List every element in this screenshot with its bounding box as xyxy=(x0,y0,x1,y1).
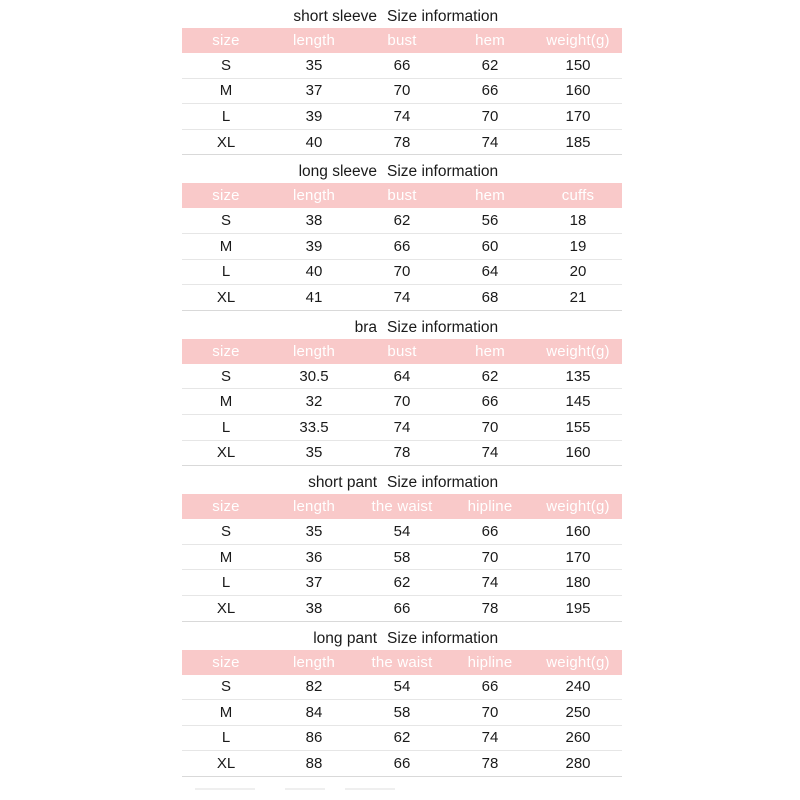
table-cell: 74 xyxy=(393,288,411,306)
table-cell: 30.5 xyxy=(299,367,329,385)
table-cell: 150 xyxy=(565,56,591,74)
table-cell: 74 xyxy=(481,574,499,592)
table-cell: XL xyxy=(216,133,236,151)
table-cell: 64 xyxy=(481,263,499,281)
table-cell: 185 xyxy=(565,133,591,151)
table-cell: 62 xyxy=(393,212,411,230)
table-cell: 74 xyxy=(481,133,499,151)
table-cell: 21 xyxy=(569,288,587,306)
table-row xyxy=(182,519,622,545)
table-cell: L xyxy=(221,418,231,436)
column-header: hem xyxy=(475,187,505,205)
column-header: length xyxy=(292,32,336,49)
table-cell: 40 xyxy=(305,263,323,281)
size-table-short-pant xyxy=(182,466,622,621)
table-cell: 66 xyxy=(481,522,499,540)
table-cell: 160 xyxy=(565,82,591,100)
table-cell: 37 xyxy=(305,82,323,100)
table-cell: 68 xyxy=(481,288,499,306)
table-title xyxy=(182,0,622,28)
table-cell: 32 xyxy=(305,393,323,411)
table-cell: 78 xyxy=(393,133,411,151)
table-cell: 41 xyxy=(305,288,323,306)
size-table-short-sleeve xyxy=(182,0,622,155)
table-cell: M xyxy=(219,237,233,255)
table-cell: 180 xyxy=(565,574,591,592)
table-cell: 66 xyxy=(393,755,411,773)
table-cell: 88 xyxy=(305,755,323,773)
garment-name: short pant xyxy=(308,474,377,492)
table-cell: 135 xyxy=(565,367,591,385)
table-cell: 74 xyxy=(481,729,499,747)
size-table-long-pant xyxy=(182,622,622,777)
table-cell: 62 xyxy=(393,574,411,592)
table-row xyxy=(182,130,622,156)
table-cell: 20 xyxy=(569,263,587,281)
column-header: the waist xyxy=(371,498,433,516)
table-title xyxy=(182,466,622,494)
table-row xyxy=(182,570,622,596)
column-header: weight(g) xyxy=(546,32,610,49)
column-header: hem xyxy=(475,342,505,360)
size-chart-sheet xyxy=(182,0,622,777)
table-cell: 35 xyxy=(305,56,323,74)
table-cell: 66 xyxy=(393,599,411,617)
column-header: size xyxy=(212,32,240,49)
column-header: cuffs xyxy=(561,187,595,205)
table-cell: M xyxy=(219,393,233,411)
table-cell: 35 xyxy=(305,522,323,540)
table-cell: 70 xyxy=(393,393,411,411)
column-header: hipline xyxy=(467,653,513,671)
table-cell: 70 xyxy=(393,82,411,100)
table-cell: 170 xyxy=(565,548,591,566)
table-cell: 64 xyxy=(393,367,411,385)
table-cell: L xyxy=(221,263,231,281)
table-cell: 280 xyxy=(565,755,591,773)
column-header: length xyxy=(292,342,336,360)
table-row xyxy=(182,700,622,726)
size-information-label: Size information xyxy=(387,163,499,181)
table-cell: 170 xyxy=(565,107,591,125)
column-header: bust xyxy=(387,342,417,360)
garment-name: long sleeve xyxy=(298,163,377,181)
table-cell: XL xyxy=(216,444,236,462)
table-header-row xyxy=(182,650,622,675)
column-header: hipline xyxy=(467,498,513,516)
table-cell: 62 xyxy=(481,56,499,74)
table-cell: 260 xyxy=(565,729,591,747)
table-cell: 74 xyxy=(481,444,499,462)
size-table-bra xyxy=(182,311,622,466)
table-cell: 195 xyxy=(565,599,591,617)
table-cell: 78 xyxy=(481,599,499,617)
table-cell: 74 xyxy=(393,418,411,436)
table-row xyxy=(182,53,622,79)
table-cell: 78 xyxy=(393,444,411,462)
table-cell: 58 xyxy=(393,548,411,566)
table-cell: 78 xyxy=(481,755,499,773)
size-information-label: Size information xyxy=(387,474,499,492)
size-information-label: Size information xyxy=(387,629,499,647)
table-cell: 145 xyxy=(565,393,591,411)
table-cell: 58 xyxy=(393,703,411,721)
table-cell: M xyxy=(219,82,233,100)
table-row xyxy=(182,415,622,441)
table-title xyxy=(182,622,622,650)
table-cell: 54 xyxy=(393,678,411,696)
table-row xyxy=(182,285,622,311)
table-row xyxy=(182,104,622,130)
size-table-long-sleeve xyxy=(182,155,622,310)
table-cell: 160 xyxy=(565,444,591,462)
table-cell: 82 xyxy=(305,678,323,696)
table-cell: M xyxy=(219,548,233,566)
table-cell: L xyxy=(221,107,231,125)
column-header: weight(g) xyxy=(546,653,610,671)
table-cell: 70 xyxy=(481,418,499,436)
table-cell: 84 xyxy=(305,703,323,721)
table-cell: 38 xyxy=(305,212,323,230)
table-cell: 62 xyxy=(393,729,411,747)
table-cell: 250 xyxy=(565,703,591,721)
table-cell: 70 xyxy=(481,107,499,125)
table-cell: 66 xyxy=(481,678,499,696)
column-header: length xyxy=(292,653,336,671)
table-cell: 62 xyxy=(481,367,499,385)
table-cell: 86 xyxy=(305,729,323,747)
table-cell: 240 xyxy=(565,678,591,696)
table-row xyxy=(182,675,622,701)
column-header: length xyxy=(292,498,336,516)
table-title xyxy=(182,155,622,183)
table-cell: M xyxy=(219,703,233,721)
column-header: size xyxy=(212,498,240,516)
table-cell: XL xyxy=(216,755,236,773)
table-row xyxy=(182,364,622,390)
table-cell: S xyxy=(220,522,231,540)
table-cell: 33.5 xyxy=(299,418,329,436)
table-cell: 39 xyxy=(305,237,323,255)
table-cell: 70 xyxy=(481,548,499,566)
column-header: length xyxy=(292,187,336,205)
table-row xyxy=(182,389,622,415)
table-cell: 60 xyxy=(481,237,499,255)
table-cell: XL xyxy=(216,288,236,306)
column-header: bust xyxy=(387,32,417,49)
table-row xyxy=(182,208,622,234)
table-cell: 39 xyxy=(305,107,323,125)
column-header: hem xyxy=(475,32,505,49)
footer-smudge xyxy=(195,785,395,795)
table-cell: S xyxy=(220,56,231,74)
table-cell: 66 xyxy=(393,237,411,255)
table-cell: 66 xyxy=(481,393,499,411)
table-cell: 66 xyxy=(481,82,499,100)
table-title xyxy=(182,311,622,339)
table-row xyxy=(182,79,622,105)
size-information-label: Size information xyxy=(387,8,499,25)
table-cell: 70 xyxy=(481,703,499,721)
table-cell: 38 xyxy=(305,599,323,617)
table-cell: 56 xyxy=(481,212,499,230)
garment-name: long pant xyxy=(313,629,377,647)
table-cell: 35 xyxy=(305,444,323,462)
table-cell: 54 xyxy=(393,522,411,540)
column-header: size xyxy=(212,653,240,671)
table-cell: 19 xyxy=(569,237,587,255)
table-cell: L xyxy=(221,574,231,592)
table-row xyxy=(182,726,622,752)
size-information-label: Size information xyxy=(387,318,499,336)
garment-name: short sleeve xyxy=(293,8,377,25)
table-cell: 37 xyxy=(305,574,323,592)
table-header-row xyxy=(182,28,622,53)
table-cell: XL xyxy=(216,599,236,617)
table-row xyxy=(182,545,622,571)
column-header: size xyxy=(212,187,240,205)
table-cell: S xyxy=(220,678,231,696)
table-cell: 160 xyxy=(565,522,591,540)
column-header: the waist xyxy=(371,653,433,671)
table-row xyxy=(182,751,622,777)
table-cell: 155 xyxy=(565,418,591,436)
table-cell: 66 xyxy=(393,56,411,74)
table-header-row xyxy=(182,183,622,208)
column-header: weight(g) xyxy=(546,342,610,360)
table-row xyxy=(182,234,622,260)
table-row xyxy=(182,596,622,622)
table-cell: 74 xyxy=(393,107,411,125)
table-cell: L xyxy=(221,729,231,747)
garment-name: bra xyxy=(354,318,377,336)
column-header: size xyxy=(212,342,240,360)
table-cell: 70 xyxy=(393,263,411,281)
table-cell: S xyxy=(220,212,231,230)
table-header-row xyxy=(182,494,622,519)
table-row xyxy=(182,441,622,467)
table-cell: 18 xyxy=(569,212,587,230)
table-cell: 36 xyxy=(305,548,323,566)
table-cell: S xyxy=(220,367,231,385)
table-header-row xyxy=(182,339,622,364)
table-cell: 40 xyxy=(305,133,323,151)
column-header: bust xyxy=(387,187,417,205)
column-header: weight(g) xyxy=(546,498,610,516)
table-row xyxy=(182,260,622,286)
